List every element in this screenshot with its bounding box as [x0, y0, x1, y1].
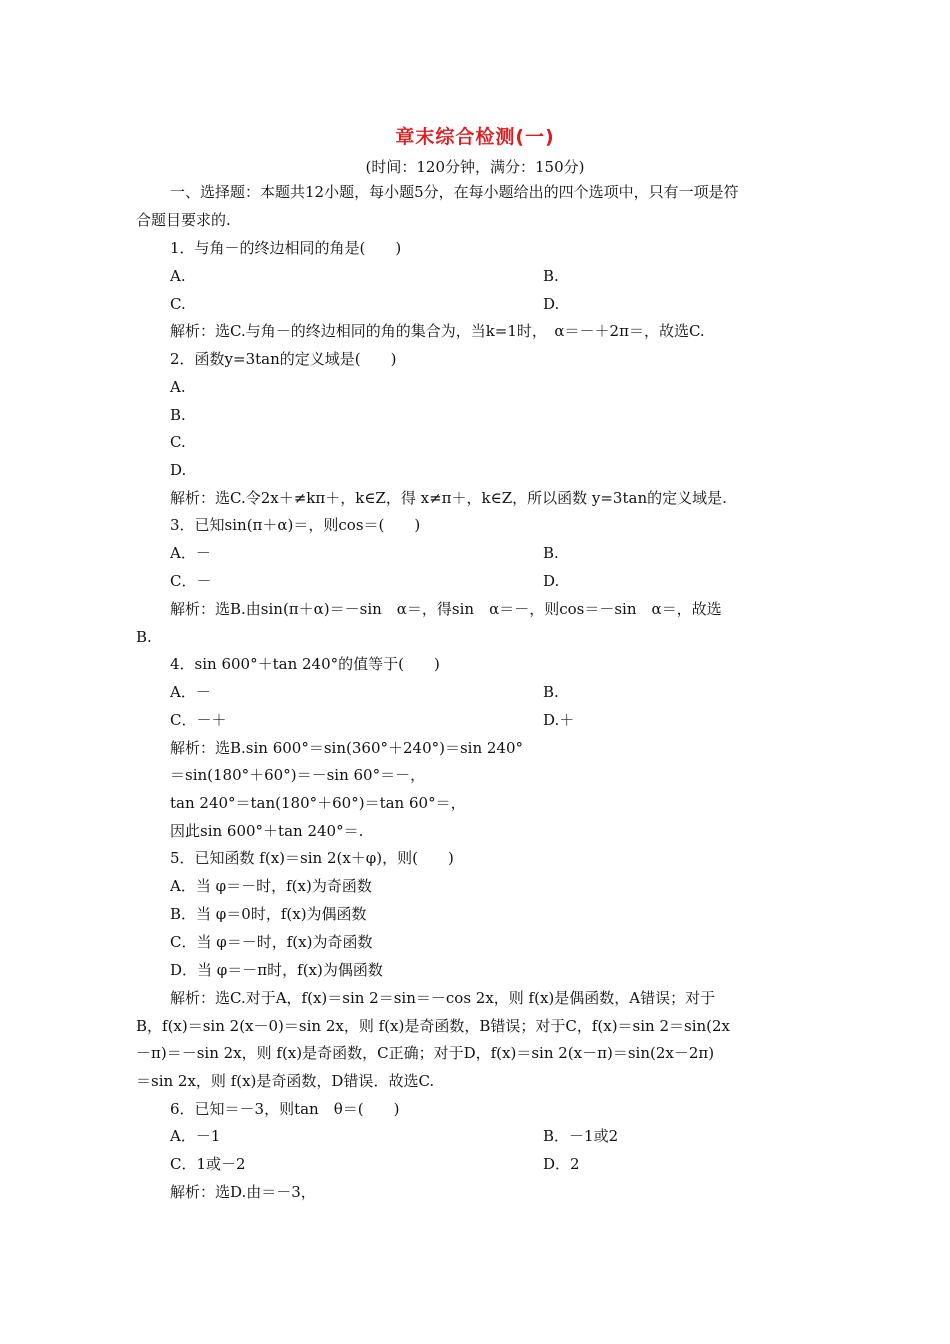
option-b: B. — [170, 406, 186, 424]
solution-text: 解析：选B.由sin(π＋α)＝－sin α＝，得sin α＝－，则cos＝－sin α＝，故选 — [170, 600, 722, 618]
option-c: C. — [170, 295, 186, 313]
section-intro-line: 合题目要求的. — [136, 211, 231, 229]
solution-text: 解析：选D.由＝－3， — [170, 1183, 316, 1201]
solution-text: B，f(x)＝sin 2(x－0)＝sin 2x，则 f(x)是奇函数，B错误；对于C，f(x)＝sin 2＝sin(2x — [136, 1017, 731, 1035]
question-stem: 5．已知函数 f(x)＝sin 2(x＋φ)，则( ) — [170, 849, 454, 867]
option-d: D. — [543, 295, 560, 313]
question-stem: 2．函数y=3tan的定义域是( ) — [170, 350, 397, 368]
section-intro-line: 一、选择题：本题共12小题，每小题5分，在每小题给出的四个选项中，只有一项是符 — [170, 183, 739, 201]
exam-info: (时间：120分钟，满分：150分) — [365, 158, 585, 176]
solution-text: tan 240°＝tan(180°＋60°)＝tan 60°＝， — [170, 794, 466, 812]
question-stem: 1．与角－的终边相同的角是( ) — [170, 239, 402, 257]
solution-text: 解析：选C.令2x＋≠kπ＋，k∈Z，得 x≠π＋，k∈Z，所以函数 y=3tan的定义域是. — [170, 489, 727, 507]
option-b: B. — [543, 544, 559, 562]
solution-text: ＝sin(180°＋60°)＝－sin 60°＝－， — [170, 766, 426, 784]
option-a: A. — [170, 267, 186, 285]
question-stem: 3．已知sin(π＋α)＝，则cos＝( ) — [170, 516, 421, 534]
option-c: C. — [170, 433, 186, 451]
solution-text: ＝sin 2x，则 f(x)是奇函数，D错误．故选C. — [136, 1072, 435, 1090]
solution-text: 解析：选B.sin 600°＝sin(360°＋240°)＝sin 240° — [170, 739, 524, 757]
solution-text: 解析：选C.对于A，f(x)＝sin 2＝sin＝－cos 2x，则 f(x)是偶函数，A错误；对于 — [170, 989, 716, 1007]
option-c: C．1或－2 — [170, 1155, 246, 1173]
solution-text: 解析：选C.与角－的终边相同的角的集合为，当k=1时， α＝－＋2π＝，故选C. — [170, 322, 705, 340]
solution-text: B. — [136, 628, 152, 646]
option-b: B. — [543, 683, 559, 701]
option-a: A．－1 — [170, 1127, 221, 1145]
question-stem: 4．sin 600°＋tan 240°的值等于( ) — [170, 655, 440, 673]
option-a: A．当 φ＝－时，f(x)为奇函数 — [170, 877, 372, 895]
option-d: D．当 φ＝－π时，f(x)为偶函数 — [170, 961, 383, 979]
option-c: C．当 φ＝－时，f(x)为奇函数 — [170, 933, 373, 951]
option-c: C．－＋ — [170, 711, 227, 729]
option-d: D.＋ — [543, 711, 575, 729]
option-b: B. — [543, 267, 559, 285]
option-a: A．－ — [170, 683, 211, 701]
question-stem: 6．已知＝－3，则tan θ＝( ) — [170, 1100, 400, 1118]
option-d: D．2 — [543, 1155, 580, 1173]
option-a: A. — [170, 378, 186, 396]
solution-text: －π)＝－sin 2x，则 f(x)是奇函数，C正确；对于D，f(x)＝sin 2(x－π)＝sin(2x－2π) — [136, 1044, 715, 1062]
option-b: B．－1或2 — [543, 1127, 619, 1145]
page-title: 章末综合检测(一) — [395, 126, 555, 148]
option-b: B．当 φ＝0时，f(x)为偶函数 — [170, 905, 367, 923]
option-d: D. — [543, 572, 560, 590]
option-a: A．－ — [170, 544, 211, 562]
option-d: D. — [170, 461, 187, 479]
solution-text: 因此sin 600°＋tan 240°＝. — [170, 822, 364, 840]
option-c: C．－ — [170, 572, 212, 590]
